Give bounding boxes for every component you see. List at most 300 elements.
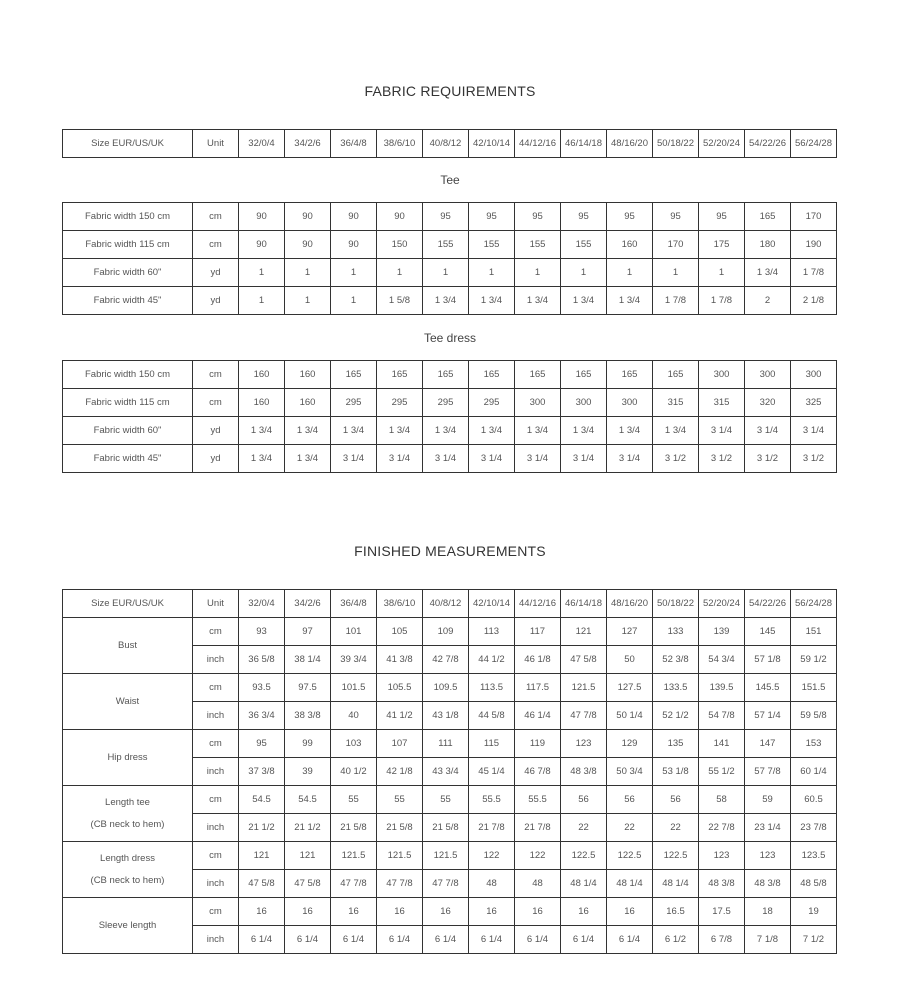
measurement-label-line: Sleeve length [98, 919, 157, 931]
value-cell: 23 1/4 [745, 814, 791, 842]
tee-dress-fabric-table [62, 360, 837, 473]
value-cell: 3 1/4 [607, 445, 653, 473]
value-cell: 165 [653, 361, 699, 389]
value-cell: 52 1/2 [653, 702, 699, 730]
value-cell: 48 [515, 870, 561, 898]
table-row [63, 203, 837, 231]
value-cell: 101.5 [331, 674, 377, 702]
value-cell: 57 7/8 [745, 758, 791, 786]
value-cell: 123 [561, 730, 607, 758]
size-header-cell: 48/16/20 [607, 130, 653, 158]
value-cell: 2 1/8 [791, 287, 837, 315]
value-cell: 133.5 [653, 674, 699, 702]
unit-cell: cm [193, 842, 239, 870]
value-cell: 1 [699, 259, 745, 287]
measurement-label-line: (CB neck to hem) [90, 818, 165, 830]
value-cell: 121.5 [377, 842, 423, 870]
value-cell: 16 [561, 898, 607, 926]
table-row [63, 898, 837, 926]
row-label: Fabric width 60" [63, 259, 193, 287]
value-cell: 122.5 [561, 842, 607, 870]
value-cell: 47 7/8 [377, 870, 423, 898]
value-cell: 95 [699, 203, 745, 231]
value-cell: 1 7/8 [699, 287, 745, 315]
value-cell: 150 [377, 231, 423, 259]
value-cell: 123 [699, 842, 745, 870]
value-cell: 3 1/2 [745, 445, 791, 473]
value-cell: 99 [285, 730, 331, 758]
value-cell: 43 3/4 [423, 758, 469, 786]
value-cell: 300 [515, 389, 561, 417]
value-cell: 56 [653, 786, 699, 814]
value-cell: 165 [377, 361, 423, 389]
value-cell: 54 3/4 [699, 646, 745, 674]
table-row [63, 445, 837, 473]
value-cell: 119 [515, 730, 561, 758]
value-cell: 95 [561, 203, 607, 231]
value-cell: 36 3/4 [239, 702, 285, 730]
value-cell: 21 5/8 [377, 814, 423, 842]
value-cell: 16 [515, 898, 561, 926]
value-cell: 53 1/8 [653, 758, 699, 786]
size-header-cell: 38/6/10 [377, 130, 423, 158]
value-cell: 6 1/4 [469, 926, 515, 954]
value-cell: 95 [423, 203, 469, 231]
size-header-cell: 46/14/18 [561, 130, 607, 158]
measurement-label-line: Waist [115, 695, 140, 707]
value-cell: 48 [469, 870, 515, 898]
value-cell: 113 [469, 618, 515, 646]
value-cell: 1 [285, 287, 331, 315]
value-cell: 21 7/8 [515, 814, 561, 842]
unit-cell: yd [193, 259, 239, 287]
size-header-cell: 36/4/8 [331, 590, 377, 618]
value-cell: 90 [285, 203, 331, 231]
value-cell: 170 [791, 203, 837, 231]
value-cell: 47 7/8 [561, 702, 607, 730]
value-cell: 1 [239, 287, 285, 315]
value-cell: 1 3/4 [653, 417, 699, 445]
value-cell: 60 1/4 [791, 758, 837, 786]
value-cell: 1 3/4 [423, 417, 469, 445]
value-cell: 139.5 [699, 674, 745, 702]
unit-cell: cm [193, 898, 239, 926]
value-cell: 47 5/8 [285, 870, 331, 898]
value-cell: 57 1/8 [745, 646, 791, 674]
table-row [63, 417, 837, 445]
value-cell: 165 [515, 361, 561, 389]
unit-cell: cm [193, 231, 239, 259]
value-cell: 1 [653, 259, 699, 287]
size-label-header: Size EUR/US/UK [63, 590, 193, 618]
unit-cell: yd [193, 445, 239, 473]
value-cell: 180 [745, 231, 791, 259]
measurement-label [63, 618, 193, 674]
value-cell: 295 [377, 389, 423, 417]
value-cell: 1 3/4 [561, 417, 607, 445]
value-cell: 6 1/4 [607, 926, 653, 954]
value-cell: 90 [239, 203, 285, 231]
value-cell: 122.5 [607, 842, 653, 870]
value-cell: 21 1/2 [239, 814, 285, 842]
value-cell: 123 [745, 842, 791, 870]
row-label: Fabric width 150 cm [63, 203, 193, 231]
value-cell: 160 [239, 361, 285, 389]
measurement-label [63, 786, 193, 842]
size-header-cell: 56/24/28 [791, 590, 837, 618]
unit-cell: cm [193, 618, 239, 646]
value-cell: 127 [607, 618, 653, 646]
value-cell: 97 [285, 618, 331, 646]
value-cell: 1 3/4 [607, 287, 653, 315]
value-cell: 1 3/4 [515, 417, 561, 445]
value-cell: 60.5 [791, 786, 837, 814]
value-cell: 6 1/4 [377, 926, 423, 954]
size-header-cell: 38/6/10 [377, 590, 423, 618]
unit-cell: inch [193, 702, 239, 730]
value-cell: 121 [561, 618, 607, 646]
value-cell: 1 3/4 [469, 417, 515, 445]
value-cell: 59 1/2 [791, 646, 837, 674]
value-cell: 155 [515, 231, 561, 259]
value-cell: 59 5/8 [791, 702, 837, 730]
value-cell: 1 [285, 259, 331, 287]
value-cell: 21 5/8 [423, 814, 469, 842]
value-cell: 175 [699, 231, 745, 259]
value-cell: 54 7/8 [699, 702, 745, 730]
value-cell: 133 [653, 618, 699, 646]
tee-fabric-table [62, 202, 837, 315]
row-label: Fabric width 60" [63, 417, 193, 445]
value-cell: 111 [423, 730, 469, 758]
value-cell: 54.5 [285, 786, 331, 814]
value-cell: 1 [331, 287, 377, 315]
measurement-label-line: Length dress [100, 852, 155, 864]
value-cell: 1 [515, 259, 561, 287]
value-cell: 50 3/4 [607, 758, 653, 786]
value-cell: 55 [423, 786, 469, 814]
section-title-tee: Tee [440, 173, 460, 187]
size-header-cell: 40/8/12 [423, 590, 469, 618]
size-header-cell: 48/16/20 [607, 590, 653, 618]
value-cell: 127.5 [607, 674, 653, 702]
value-cell: 55 [377, 786, 423, 814]
value-cell: 1 [423, 259, 469, 287]
value-cell: 6 1/4 [423, 926, 469, 954]
value-cell: 3 1/4 [561, 445, 607, 473]
value-cell: 315 [699, 389, 745, 417]
value-cell: 50 1/4 [607, 702, 653, 730]
value-cell: 121.5 [331, 842, 377, 870]
value-cell: 155 [469, 231, 515, 259]
value-cell: 93 [239, 618, 285, 646]
value-cell: 95 [469, 203, 515, 231]
value-cell: 3 1/4 [469, 445, 515, 473]
value-cell: 1 3/4 [239, 417, 285, 445]
value-cell: 107 [377, 730, 423, 758]
value-cell: 1 3/4 [607, 417, 653, 445]
value-cell: 115 [469, 730, 515, 758]
size-header-cell: 42/10/14 [469, 130, 515, 158]
value-cell: 105 [377, 618, 423, 646]
value-cell: 1 3/4 [285, 445, 331, 473]
value-cell: 47 7/8 [331, 870, 377, 898]
value-cell: 3 1/4 [331, 445, 377, 473]
value-cell: 7 1/8 [745, 926, 791, 954]
value-cell: 1 7/8 [653, 287, 699, 315]
row-label: Fabric width 45" [63, 445, 193, 473]
size-header-cell: 42/10/14 [469, 590, 515, 618]
row-label: Fabric width 150 cm [63, 361, 193, 389]
value-cell: 16 [423, 898, 469, 926]
table-row [63, 786, 837, 814]
value-cell: 1 3/4 [285, 417, 331, 445]
value-cell: 145 [745, 618, 791, 646]
value-cell: 117.5 [515, 674, 561, 702]
unit-cell: cm [193, 674, 239, 702]
value-cell: 165 [331, 361, 377, 389]
value-cell: 58 [699, 786, 745, 814]
row-label: Fabric width 115 cm [63, 231, 193, 259]
value-cell: 6 1/4 [331, 926, 377, 954]
value-cell: 1 [377, 259, 423, 287]
value-cell: 160 [239, 389, 285, 417]
section-title-tee-dress: Tee dress [423, 331, 477, 345]
table-row [63, 287, 837, 315]
value-cell: 47 5/8 [239, 870, 285, 898]
value-cell: 95 [653, 203, 699, 231]
value-cell: 1 5/8 [377, 287, 423, 315]
value-cell: 6 1/2 [653, 926, 699, 954]
value-cell: 48 1/4 [561, 870, 607, 898]
value-cell: 90 [285, 231, 331, 259]
value-cell: 1 [469, 259, 515, 287]
table-row [63, 259, 837, 287]
value-cell: 6 1/4 [285, 926, 331, 954]
value-cell: 3 1/4 [699, 417, 745, 445]
value-cell: 121.5 [423, 842, 469, 870]
value-cell: 48 1/4 [653, 870, 699, 898]
value-cell: 19 [791, 898, 837, 926]
size-header-cell: 54/22/26 [745, 130, 791, 158]
unit-cell: inch [193, 758, 239, 786]
size-header-cell: 56/24/28 [791, 130, 837, 158]
value-cell: 7 1/2 [791, 926, 837, 954]
value-cell: 56 [607, 786, 653, 814]
value-cell: 325 [791, 389, 837, 417]
value-cell: 3 1/2 [699, 445, 745, 473]
table-row [63, 730, 837, 758]
value-cell: 17.5 [699, 898, 745, 926]
size-header-cell: 32/0/4 [239, 590, 285, 618]
unit-cell: cm [193, 389, 239, 417]
value-cell: 165 [561, 361, 607, 389]
value-cell: 155 [561, 231, 607, 259]
value-cell: 160 [607, 231, 653, 259]
size-header-cell: 52/20/24 [699, 130, 745, 158]
value-cell: 46 1/4 [515, 702, 561, 730]
value-cell: 44 1/2 [469, 646, 515, 674]
unit-cell: yd [193, 287, 239, 315]
value-cell: 18 [745, 898, 791, 926]
value-cell: 95 [239, 730, 285, 758]
value-cell: 23 7/8 [791, 814, 837, 842]
value-cell: 90 [331, 203, 377, 231]
value-cell: 165 [607, 361, 653, 389]
value-cell: 300 [607, 389, 653, 417]
value-cell: 151.5 [791, 674, 837, 702]
value-cell: 39 3/4 [331, 646, 377, 674]
value-cell: 165 [423, 361, 469, 389]
value-cell: 42 7/8 [423, 646, 469, 674]
value-cell: 1 7/8 [791, 259, 837, 287]
value-cell: 101 [331, 618, 377, 646]
value-cell: 1 3/4 [561, 287, 607, 315]
value-cell: 57 1/4 [745, 702, 791, 730]
value-cell: 3 1/4 [791, 417, 837, 445]
finished-measurements-table [62, 589, 837, 954]
unit-cell: inch [193, 646, 239, 674]
value-cell: 37 3/8 [239, 758, 285, 786]
value-cell: 121 [239, 842, 285, 870]
unit-cell: cm [193, 203, 239, 231]
value-cell: 16 [239, 898, 285, 926]
value-cell: 1 3/4 [331, 417, 377, 445]
value-cell: 21 5/8 [331, 814, 377, 842]
value-cell: 95 [515, 203, 561, 231]
table-row [63, 231, 837, 259]
measurement-label-line: Length tee [105, 796, 150, 808]
value-cell: 56 [561, 786, 607, 814]
value-cell: 1 [331, 259, 377, 287]
size-header-cell: 34/2/6 [285, 130, 331, 158]
value-cell: 3 1/4 [515, 445, 561, 473]
value-cell: 6 1/4 [515, 926, 561, 954]
value-cell: 3 1/4 [423, 445, 469, 473]
value-cell: 22 7/8 [699, 814, 745, 842]
value-cell: 103 [331, 730, 377, 758]
value-cell: 55 [331, 786, 377, 814]
value-cell: 145.5 [745, 674, 791, 702]
value-cell: 122 [515, 842, 561, 870]
size-header-cell: 36/4/8 [331, 130, 377, 158]
value-cell: 41 3/8 [377, 646, 423, 674]
value-cell: 44 5/8 [469, 702, 515, 730]
measurement-label-line: Bust [117, 639, 137, 651]
value-cell: 48 3/8 [745, 870, 791, 898]
value-cell: 6 1/4 [239, 926, 285, 954]
value-cell: 1 3/4 [469, 287, 515, 315]
value-cell: 300 [561, 389, 607, 417]
value-cell: 48 3/8 [561, 758, 607, 786]
fabric-requirements-title: FABRIC REQUIREMENTS [364, 83, 536, 99]
table-row [63, 389, 837, 417]
table-row [63, 674, 837, 702]
size-header-cell: 34/2/6 [285, 590, 331, 618]
value-cell: 48 1/4 [607, 870, 653, 898]
value-cell: 1 3/4 [239, 445, 285, 473]
unit-cell: yd [193, 417, 239, 445]
size-header-cell: 46/14/18 [561, 590, 607, 618]
value-cell: 141 [699, 730, 745, 758]
value-cell: 90 [331, 231, 377, 259]
size-header-cell: 32/0/4 [239, 130, 285, 158]
value-cell: 16 [607, 898, 653, 926]
value-cell: 59 [745, 786, 791, 814]
value-cell: 300 [699, 361, 745, 389]
value-cell: 122.5 [653, 842, 699, 870]
value-cell: 170 [653, 231, 699, 259]
size-header-cell: 54/22/26 [745, 590, 791, 618]
value-cell: 41 1/2 [377, 702, 423, 730]
value-cell: 48 5/8 [791, 870, 837, 898]
value-cell: 165 [745, 203, 791, 231]
size-header-cell: 50/18/22 [653, 590, 699, 618]
value-cell: 1 3/4 [423, 287, 469, 315]
value-cell: 3 1/4 [745, 417, 791, 445]
size-header-cell: 44/12/16 [515, 130, 561, 158]
table-row [63, 842, 837, 870]
value-cell: 6 7/8 [699, 926, 745, 954]
value-cell: 1 3/4 [515, 287, 561, 315]
value-cell: 320 [745, 389, 791, 417]
table-row [63, 361, 837, 389]
value-cell: 48 3/8 [699, 870, 745, 898]
row-label: Fabric width 45" [63, 287, 193, 315]
unit-cell: cm [193, 361, 239, 389]
value-cell: 97.5 [285, 674, 331, 702]
value-cell: 22 [561, 814, 607, 842]
value-cell: 2 [745, 287, 791, 315]
value-cell: 155 [423, 231, 469, 259]
value-cell: 16.5 [653, 898, 699, 926]
value-cell: 93.5 [239, 674, 285, 702]
value-cell: 52 3/8 [653, 646, 699, 674]
value-cell: 315 [653, 389, 699, 417]
value-cell: 105.5 [377, 674, 423, 702]
measurement-label [63, 674, 193, 730]
value-cell: 3 1/2 [791, 445, 837, 473]
value-cell: 46 1/8 [515, 646, 561, 674]
unit-cell: cm [193, 786, 239, 814]
value-cell: 3 1/2 [653, 445, 699, 473]
value-cell: 1 3/4 [745, 259, 791, 287]
value-cell: 109 [423, 618, 469, 646]
value-cell: 39 [285, 758, 331, 786]
value-cell: 16 [469, 898, 515, 926]
size-header-cell: 52/20/24 [699, 590, 745, 618]
value-cell: 45 1/4 [469, 758, 515, 786]
unit-cell: inch [193, 870, 239, 898]
value-cell: 54.5 [239, 786, 285, 814]
measurement-label [63, 842, 193, 898]
measurement-label-line: (CB neck to hem) [90, 874, 165, 886]
value-cell: 147 [745, 730, 791, 758]
value-cell: 300 [791, 361, 837, 389]
value-cell: 47 5/8 [561, 646, 607, 674]
value-cell: 1 [607, 259, 653, 287]
value-cell: 47 7/8 [423, 870, 469, 898]
value-cell: 295 [423, 389, 469, 417]
value-cell: 55 1/2 [699, 758, 745, 786]
value-cell: 190 [791, 231, 837, 259]
value-cell: 36 5/8 [239, 646, 285, 674]
value-cell: 121.5 [561, 674, 607, 702]
value-cell: 300 [745, 361, 791, 389]
value-cell: 113.5 [469, 674, 515, 702]
value-cell: 109.5 [423, 674, 469, 702]
value-cell: 16 [377, 898, 423, 926]
